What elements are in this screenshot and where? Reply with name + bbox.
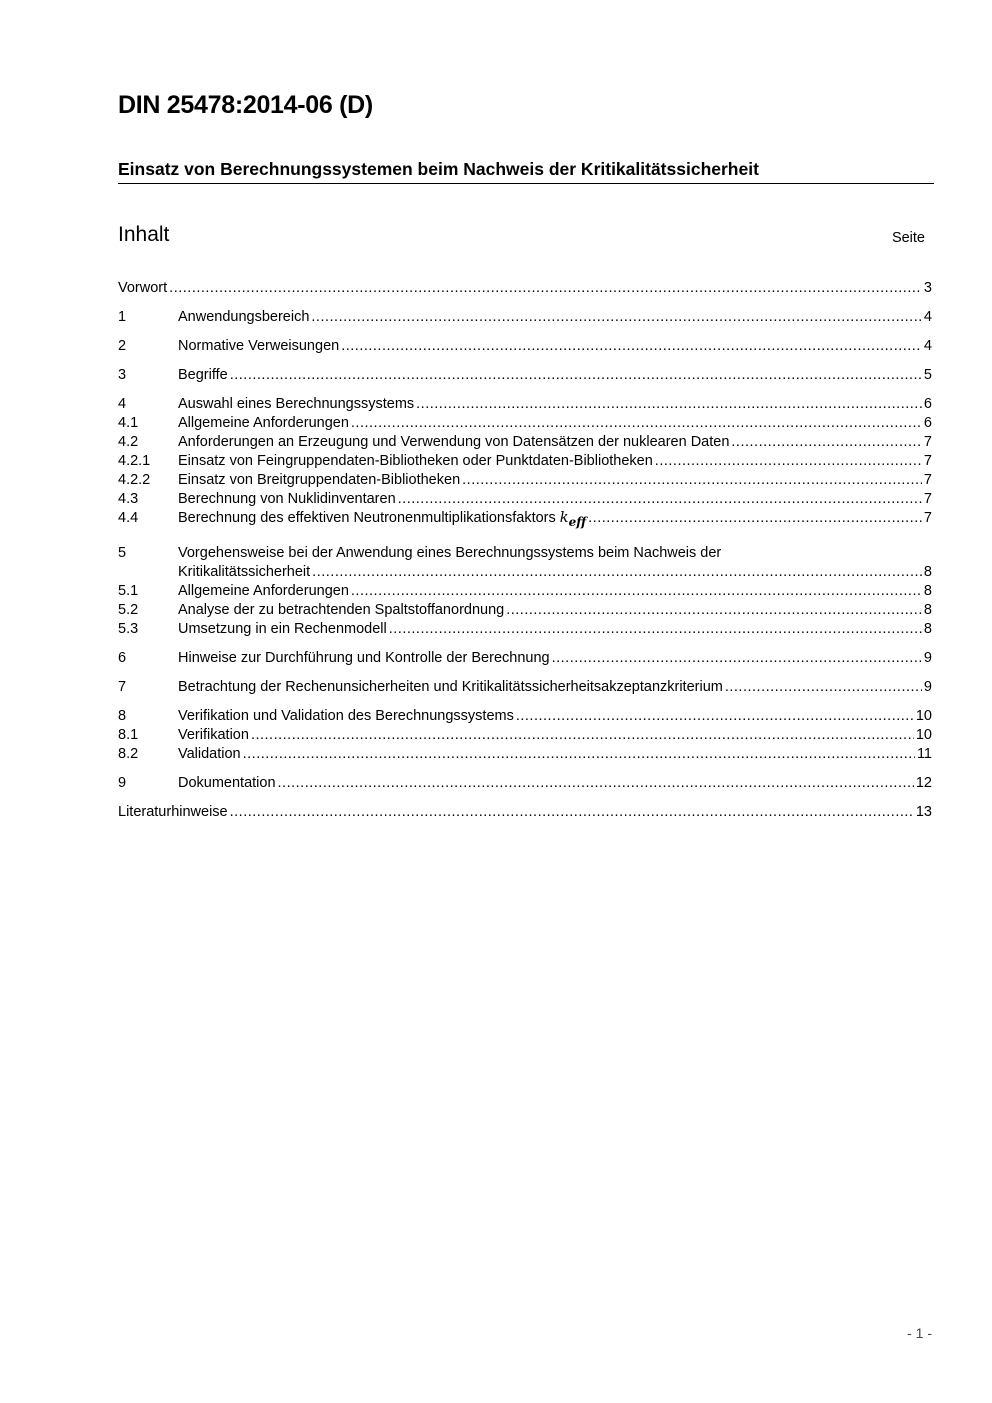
toc-entry-4-2-1[interactable] [118, 452, 932, 471]
toc-entry-title: Verifikation und Validation des Berechnungssystems [178, 708, 514, 724]
toc-dot-leader [552, 649, 922, 668]
toc-entry-number: 4.3 [118, 491, 139, 507]
toc-entry-page: 7 [923, 453, 932, 469]
toc-entry-title: Verifikation [178, 727, 249, 743]
toc-entry-number: 5.1 [118, 583, 139, 599]
toc-entry-page: 9 [923, 650, 932, 666]
toc-dot-leader [588, 509, 922, 528]
page-number: - 1 - [907, 1325, 932, 1341]
toc-entry-title-continued: Kritikalitätssicherheit [178, 564, 311, 580]
toc-entry-vorwort[interactable] [118, 279, 932, 298]
toc-entry-3[interactable] [118, 366, 932, 385]
toc-entry-4-2[interactable] [118, 433, 932, 452]
toc-entry-number: 5 [118, 545, 127, 561]
toc-entry-page: 4 [923, 338, 932, 354]
toc-dot-leader [312, 563, 922, 582]
toc-entry-4-1[interactable] [118, 414, 932, 433]
toc-entry-number: 4.1 [118, 415, 139, 431]
toc-entry-page: 7 [923, 510, 932, 526]
toc-entry-page: 8 [923, 564, 932, 580]
toc-entry-5-continued[interactable] [118, 563, 932, 582]
k-symbol: k [559, 510, 569, 526]
toc-entry-5[interactable] [118, 544, 932, 563]
toc-dot-leader [278, 774, 914, 793]
toc-entry-title: Auswahl eines Berechnungssystems [178, 396, 415, 412]
toc-dot-leader [311, 308, 922, 327]
toc-entry-title-text: Berechnung des effektiven Neutronenmultiplikationsfaktors [178, 510, 556, 526]
toc-entry-page: 7 [923, 491, 932, 507]
document-number: DIN 25478:2014-06 (D) [118, 91, 373, 119]
toc-entry-8[interactable] [118, 707, 932, 726]
k-eff-symbol [559, 510, 587, 529]
toc-entry-page: 6 [923, 415, 932, 431]
toc-entry-7[interactable] [118, 678, 932, 697]
title-divider [118, 183, 934, 184]
toc-entry-number: 9 [118, 775, 127, 791]
toc-entry-title: Hinweise zur Durchführung und Kontrolle der Berechnung [178, 650, 550, 666]
toc-entry-1[interactable] [118, 308, 932, 327]
toc-entry-page: 3 [923, 280, 932, 296]
toc-entry-page: 7 [923, 434, 932, 450]
toc-entry-number: 5.3 [118, 621, 139, 637]
toc-entry-number: 4.2.2 [118, 472, 151, 488]
toc-entry-page: 10 [915, 708, 932, 724]
toc-entry-title: Umsetzung in ein Rechenmodell [178, 621, 387, 637]
toc-entry-title [178, 509, 586, 528]
eff-subscript: eff [568, 515, 587, 529]
toc-entry-title: Analyse der zu betrachtenden Spaltstoffanordnung [178, 602, 505, 618]
toc-entry-4-3[interactable] [118, 490, 932, 509]
toc-entry-number: 6 [118, 650, 127, 666]
toc-heading: Inhalt [118, 223, 170, 246]
toc-dot-leader [341, 337, 922, 356]
toc-dot-leader [251, 726, 914, 745]
toc-entry-8-2[interactable] [118, 745, 932, 764]
toc-entry-title: Normative Verweisungen [178, 338, 340, 354]
toc-entry-4-4[interactable] [118, 509, 932, 528]
toc-dot-leader [725, 678, 922, 697]
toc-entry-title: Begriffe [178, 367, 228, 383]
toc-entry-title: Einsatz von Breitgruppendaten-Bibliotheken [178, 472, 461, 488]
toc-entry-page: 10 [915, 727, 932, 743]
toc-entry-page: 8 [923, 602, 932, 618]
toc-entry-5-1[interactable] [118, 582, 932, 601]
toc-entry-title: Dokumentation [178, 775, 276, 791]
toc-entry-number: 3 [118, 367, 127, 383]
document-title: Einsatz von Berechnungssystemen beim Nachweis der Kritikalitätssicherheit [118, 159, 759, 179]
toc-entry-page: 13 [915, 804, 932, 820]
toc-entry-4-2-2[interactable] [118, 471, 932, 490]
toc-entry-number: 4.4 [118, 510, 139, 526]
toc-entry-number: 8.2 [118, 746, 139, 762]
toc-entry-title: Allgemeine Anforderungen [178, 583, 349, 599]
toc-dot-leader [731, 433, 922, 452]
toc-entry-page: 8 [923, 583, 932, 599]
toc-dot-leader [655, 452, 922, 471]
toc-entry-title: Vorwort [118, 280, 168, 296]
toc-entry-literaturhinweise[interactable] [118, 803, 932, 822]
toc-entry-page: 8 [923, 621, 932, 637]
toc-entry-9[interactable] [118, 774, 932, 793]
toc-entry-number: 8 [118, 708, 127, 724]
toc-entry-number: 4 [118, 396, 127, 412]
toc-entry-title: Allgemeine Anforderungen [178, 415, 349, 431]
toc-dot-leader [230, 366, 922, 385]
toc-entry-number: 7 [118, 679, 127, 695]
toc-dot-leader [169, 279, 922, 298]
toc-entry-page: 4 [923, 309, 932, 325]
toc-dot-leader [389, 620, 922, 639]
toc-entry-title: Berechnung von Nuklidinventaren [178, 491, 396, 507]
toc-entry-page: 9 [923, 679, 932, 695]
toc-dot-leader [398, 490, 922, 509]
toc-entry-title: Vorgehensweise bei der Anwendung eines Berechnungssystems beim Nachweis der [178, 545, 722, 561]
toc-entry-page: 5 [923, 367, 932, 383]
toc-entry-title: Betrachtung der Rechenunsicherheiten und Kritikalitätssicherheitsakzeptanzkriterium [178, 679, 723, 695]
toc-dot-leader [516, 707, 914, 726]
toc-entry-2[interactable] [118, 337, 932, 356]
toc-entry-number: 4.2 [118, 434, 139, 450]
toc-entry-title: Validation [178, 746, 241, 762]
toc-entry-title: Anforderungen an Erzeugung und Verwendung von Datensätzen der nuklearen Daten [178, 434, 730, 450]
toc-dot-leader [462, 471, 922, 490]
toc-dot-leader [243, 745, 915, 764]
toc-entry-number: 8.1 [118, 727, 139, 743]
toc-dot-leader [230, 803, 914, 822]
toc-entry-number: 2 [118, 338, 127, 354]
toc-entry-page: 7 [923, 472, 932, 488]
toc-entry-number: 1 [118, 309, 127, 325]
toc-page-column-label: Seite [891, 230, 925, 246]
toc-dot-leader [351, 582, 922, 601]
toc-entry-6[interactable] [118, 649, 932, 668]
toc-dot-leader [416, 395, 922, 414]
toc-entry-title: Einsatz von Feingruppendaten-Bibliotheken oder Punktdaten-Bibliotheken [178, 453, 653, 469]
toc-entry-number: 4.2.1 [118, 453, 151, 469]
toc-entry-title: Anwendungsbereich [178, 309, 310, 325]
toc-entry-title: Literaturhinweise [118, 804, 228, 820]
toc-dot-leader [351, 414, 922, 433]
toc-entry-5-3[interactable] [118, 620, 932, 639]
toc-entry-8-1[interactable] [118, 726, 932, 745]
toc-dot-leader [506, 601, 922, 620]
toc-entry-page: 6 [923, 396, 932, 412]
toc-entry-4[interactable] [118, 395, 932, 414]
toc-entry-page: 12 [915, 775, 932, 791]
toc-entry-page: 11 [916, 746, 932, 762]
toc-entry-5-2[interactable] [118, 601, 932, 620]
toc-entry-number: 5.2 [118, 602, 139, 618]
